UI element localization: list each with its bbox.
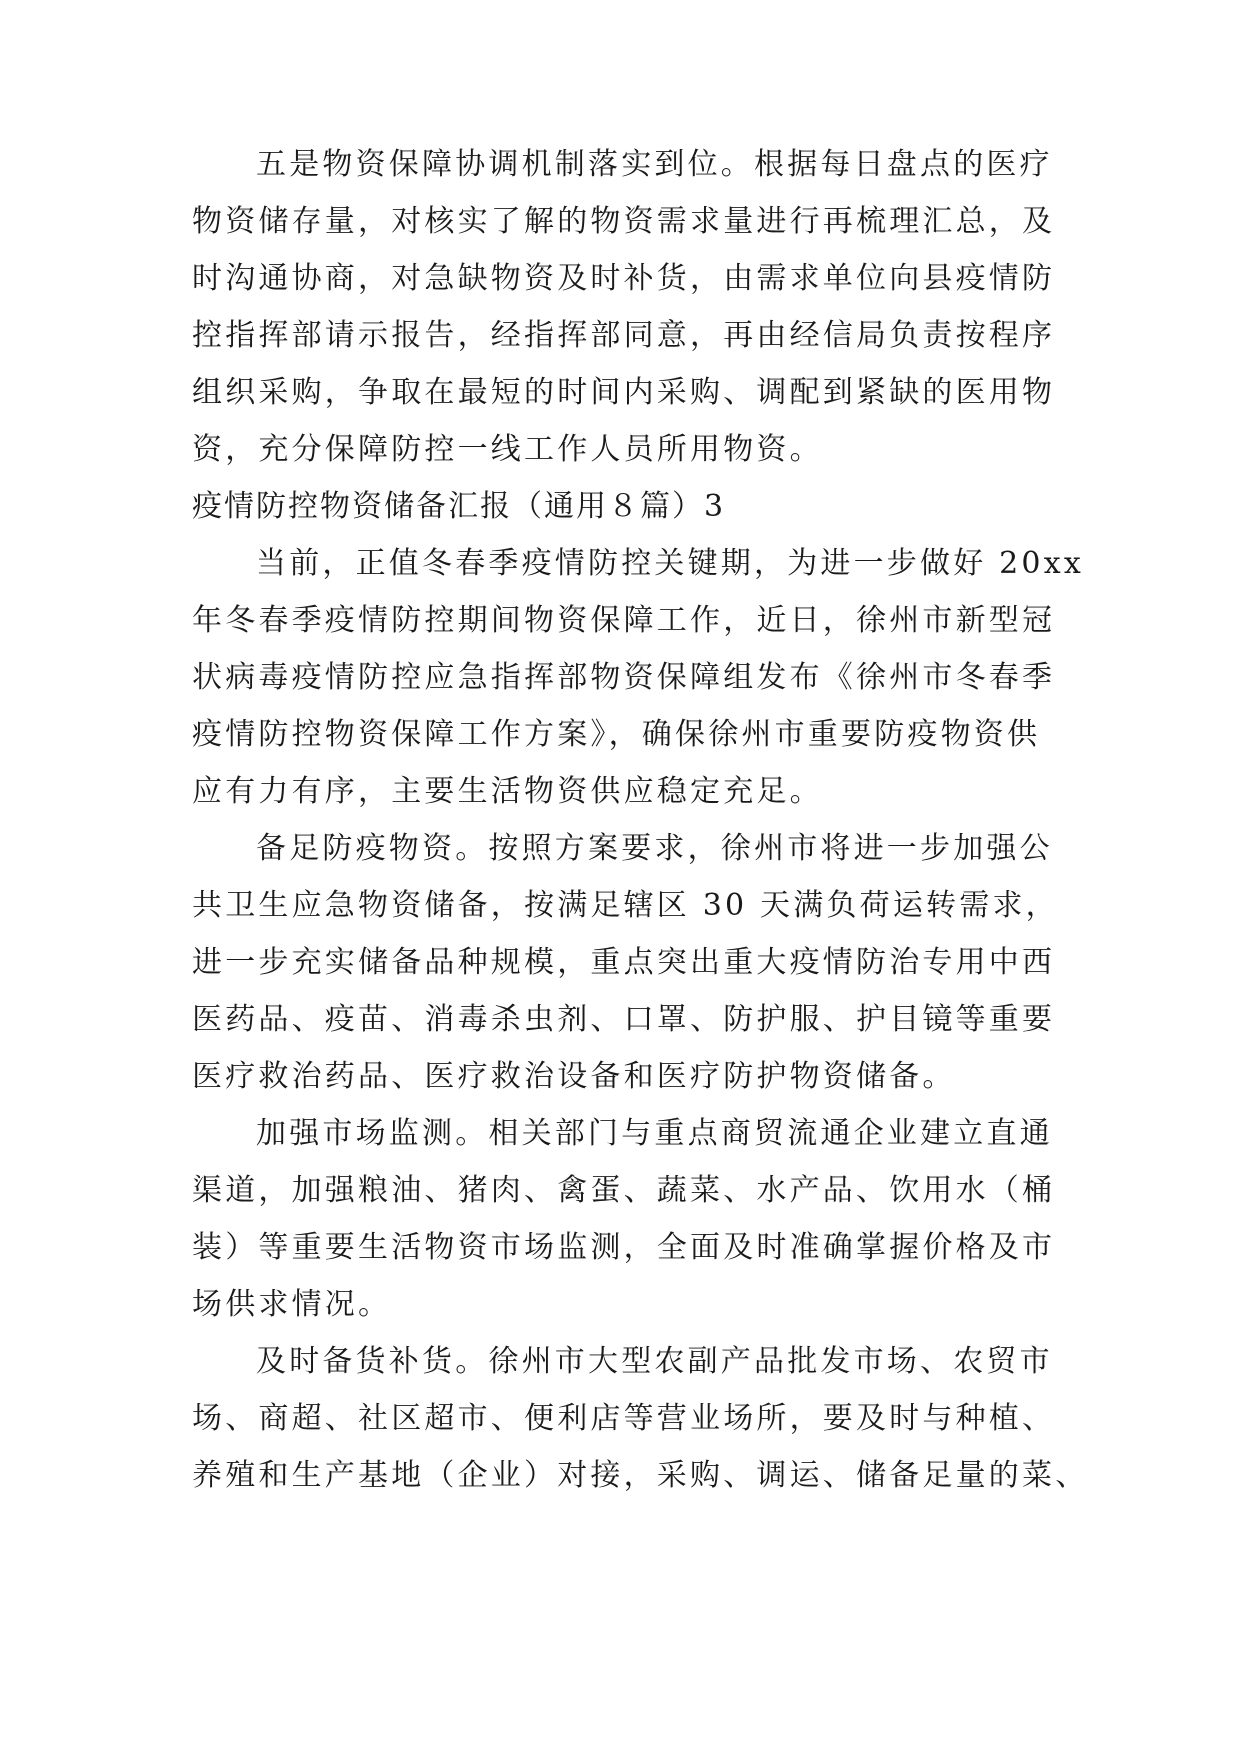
paragraph-line: 应有力有序，主要生活物资供应稳定充足。	[192, 774, 823, 809]
paragraph-line: 控指挥部请示报告，经指挥部同意，再由经信局负责按程序	[192, 318, 1056, 353]
paragraph-line: 物资储存量，对核实了解的物资需求量进行再梳理汇总，及	[192, 204, 1056, 239]
paragraph-line: 状病毒疫情防控应急指挥部物资保障组发布《徐州市冬春季	[192, 660, 1056, 695]
paragraph-line: 备足防疫物资。按照方案要求，徐州市将进一步加强公	[256, 831, 1053, 866]
paragraph-line: 渠道，加强粮油、猪肉、禽蛋、蔬菜、水产品、饮用水（桶	[192, 1173, 1056, 1208]
paragraph-line: 场供求情况。	[192, 1287, 392, 1322]
paragraph-line: 年冬春季疫情防控期间物资保障工作，近日，徐州市新型冠	[192, 603, 1056, 638]
paragraph-line: 当前，正值冬春季疫情防控关键期，为进一步做好 20xx	[256, 546, 1084, 581]
paragraph-line: 五是物资保障协调机制落实到位。根据每日盘点的医疗	[256, 147, 1053, 182]
paragraph-line: 组织采购，争取在最短的时间内采购、调配到紧缺的医用物	[192, 375, 1056, 410]
paragraph-line: 进一步充实储备品种规模，重点突出重大疫情防治专用中西	[192, 945, 1056, 980]
paragraph-line: 医药品、疫苗、消毒杀虫剂、口罩、防护服、护目镜等重要	[192, 1002, 1056, 1037]
paragraph-line: 养殖和生产基地（企业）对接，采购、调运、储备足量的菜、	[192, 1458, 1089, 1493]
paragraph-line: 医疗救治药品、医疗救治设备和医疗防护物资储备。	[192, 1059, 956, 1094]
paragraph-line: 时沟通协商，对急缺物资及时补货，由需求单位向县疫情防	[192, 261, 1056, 296]
paragraph-line: 疫情防控物资保障工作方案》，确保徐州市重要防疫物资供	[192, 717, 1041, 752]
paragraph-line: 及时备货补货。徐州市大型农副产品批发市场、农贸市	[256, 1344, 1053, 1379]
paragraph-line: 共卫生应急物资储备，按满足辖区 30 天满负荷运转需求，	[192, 888, 1059, 923]
paragraph-line: 场、商超、社区超市、便利店等营业场所，要及时与种植、	[192, 1401, 1056, 1436]
section-heading: 疫情防控物资储备汇报（通用８篇）3	[192, 489, 726, 524]
paragraph-line: 装）等重要生活物资市场监测，全面及时准确掌握价格及市	[192, 1230, 1056, 1265]
paragraph-line: 加强市场监测。相关部门与重点商贸流通企业建立直通	[256, 1116, 1053, 1151]
paragraph-line: 资，充分保障防控一线工作人员所用物资。	[192, 432, 823, 467]
